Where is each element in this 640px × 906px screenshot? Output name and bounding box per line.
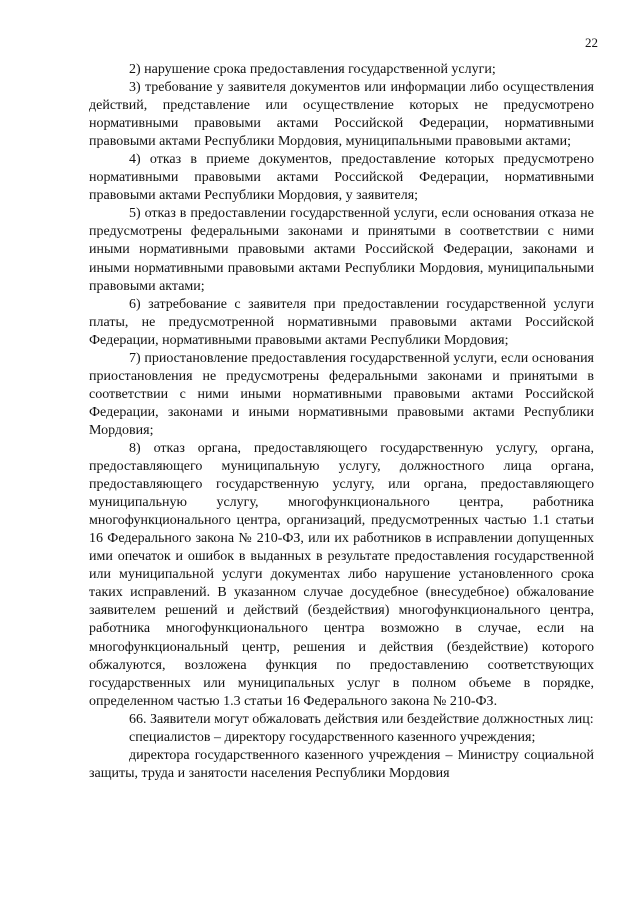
page-number: 22 bbox=[585, 35, 598, 50]
document-body bbox=[89, 61, 594, 783]
paragraph-66: 66. Заявители могут обжаловать действия или бездействие должностных лиц: bbox=[129, 711, 594, 727]
paragraph-item-3: 3) требование у заявителя документов или информации либо осуществления действий, представление или осуществление которых не предусмотрено нормативными правовыми актами Российской Федерации, нормативными правовыми актами Республики Мордовия, муниципальными правовыми актами; bbox=[89, 80, 594, 150]
paragraph-item-6: 6) затребование с заявителя при предоставлении государственной услуги платы, не предусмотренной нормативными правовыми актами Российской Федерации, нормативными правовыми актами Республики Мордовия; bbox=[89, 296, 594, 348]
paragraph-specialists: специалистов – директору государственного казенного учреждения; bbox=[129, 729, 536, 745]
paragraph-item-5: 5) отказ в предоставлении государственной услуги, если основания отказа не предусмотрены федеральными законами и принятыми в соответствии с ними иными нормативными правовыми актами Российской Федерации, законами и иными нормативными правовыми актами Республики Мордовия, муниципальными правовыми актами; bbox=[89, 206, 594, 294]
paragraph-director: директора государственного казенного учреждения – Министру социальной защиты, труда и занятости населения Республики Мордовия bbox=[89, 747, 594, 781]
paragraph-item-2: 2) нарушение срока предоставления государственной услуги; bbox=[129, 62, 496, 77]
paragraph-item-8: 8) отказ органа, предоставляющего государственную услугу, органа, предоставляющего муниципальную услугу, должностного лица органа, предоставляющего государственную услугу, или органа, предоставляющего муниципальную услугу, многофункционального центра, работника многофункционального центра, организаций, предусмотренных частью 1.1 статьи 16 Федерального закона № 210-ФЗ, или их работников в исправлении допущенных ими опечаток и ошибок в выданных в результате предоставления государственной или муниципальной услуги документах либо нарушение установленного срока таких исправлений. В указанном случае досудебное (внесудебное) обжалование заявителем решений и действий (бездействия) многофункционального центра, работника многофункционального центра возможно в случае, если на многофункциональный центр, решения и действия (бездействие) которого обжалуются, возложена функция по предоставлению соответствующих государственных или муниципальных услуг в полном объеме в порядке, определенном частью 1.3 статьи 16 Федерального закона № 210-ФЗ. bbox=[89, 440, 594, 709]
paragraph-item-4: 4) отказ в приеме документов, предоставление которых предусмотрено нормативными правовыми актами Российской Федерации, нормативными правовыми актами Республики Мордовия, у заявителя; bbox=[89, 152, 594, 204]
paragraph-item-7: 7) приостановление предоставления государственной услуги, если основания приостановления не предусмотрены федеральными законами и принятыми в соответствии с ними иными нормативными правовыми актами Российской Федерации, законами и иными нормативными правовыми актами Республики Мордовия; bbox=[89, 350, 594, 438]
